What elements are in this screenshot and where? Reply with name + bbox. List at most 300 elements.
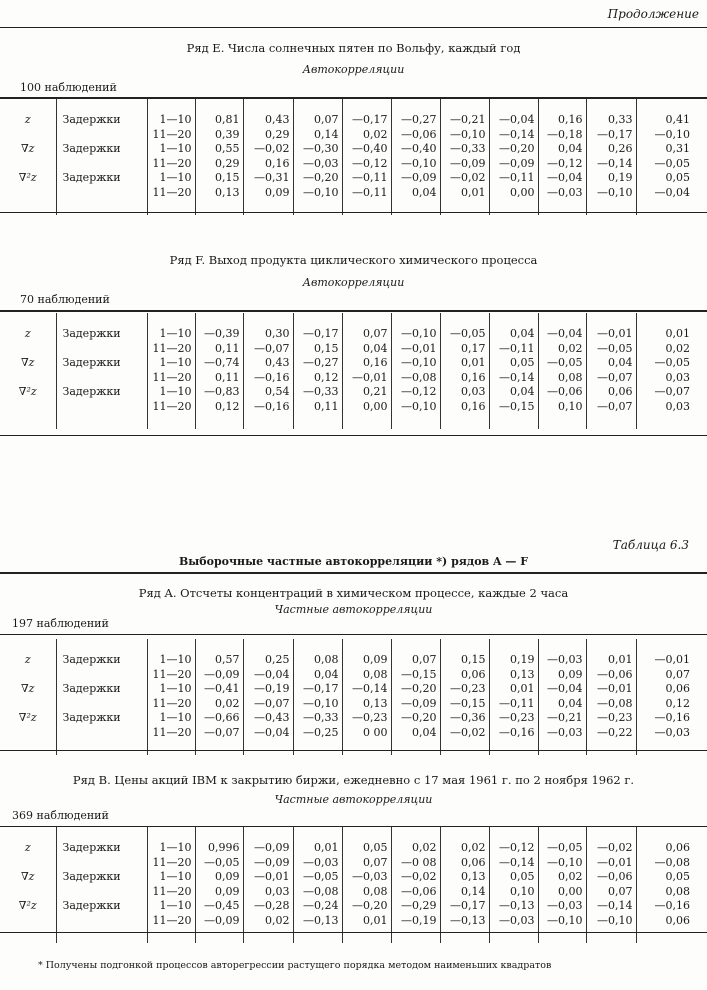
table-b-title: Ряд B. Цены акций IBM к закрытию биржи, ежедневно с 17 мая 1961 г. по 2 ноября 1962 г.: [72, 773, 635, 787]
spacer-cell: [195, 99, 243, 113]
row-label: Задержки: [56, 711, 147, 726]
value-cell: —0,20: [489, 142, 538, 157]
table-row: [0, 171, 707, 186]
table-a: [0, 639, 707, 755]
value-cell: —0,21: [538, 711, 586, 726]
table-e-title: Ряд E. Числа солнечных пятен по Вольфу, каждый год: [186, 41, 521, 55]
value-cell: —0,10: [391, 157, 440, 172]
empty-cell: [0, 856, 56, 871]
lag-range: 1—10: [147, 711, 195, 726]
value-cell: —0,20: [342, 899, 391, 914]
table-row: [0, 400, 707, 415]
spacer-cell: [342, 99, 391, 113]
observations-text: 100 наблюдений: [20, 81, 117, 94]
value-cell: 0,15: [195, 171, 243, 186]
table-row: [0, 870, 707, 885]
value-cell: —0,14: [489, 856, 538, 871]
value-cell: —0,04: [243, 668, 293, 683]
lag-range: 11—20: [147, 885, 195, 900]
spacer-cell: [195, 639, 243, 653]
value-cell: —0,10: [538, 914, 586, 929]
table-row: [0, 186, 707, 201]
value-cell: —0,16: [243, 371, 293, 386]
empty-cell: [0, 186, 56, 201]
table-b-observations: [12, 809, 109, 822]
value-cell: —0,66: [195, 711, 243, 726]
value-cell: —0,03: [538, 653, 586, 668]
empty-cell: [56, 668, 147, 683]
spacer-cell: [586, 929, 636, 943]
value-cell: 0,01: [342, 914, 391, 929]
spacer-cell: [342, 313, 391, 327]
value-cell: —0,02: [243, 142, 293, 157]
spacer-cell: [342, 639, 391, 653]
value-cell: —0,20: [293, 171, 342, 186]
empty-cell: [56, 186, 147, 201]
series-symbol: z: [24, 113, 31, 126]
value-cell: —0,41: [195, 682, 243, 697]
empty-cell: [56, 371, 147, 386]
value-cell: —0,01: [342, 371, 391, 386]
value-cell: —0,23: [489, 711, 538, 726]
lag-range: 1—10: [147, 653, 195, 668]
value-cell: —0,09: [195, 914, 243, 929]
spacer-cell: [293, 741, 342, 755]
spacer-cell: [538, 313, 586, 327]
spacer-cell: [293, 415, 342, 429]
value-cell: —0,13: [293, 914, 342, 929]
table-row: [0, 371, 707, 386]
value-cell: —0,06: [586, 870, 636, 885]
spacer-cell: [0, 741, 56, 755]
value-cell: 0,08: [342, 668, 391, 683]
value-cell: 0,43: [243, 356, 293, 371]
table-row: [0, 697, 707, 712]
value-cell: —0,07: [195, 726, 243, 741]
value-cell: 0,04: [342, 342, 391, 357]
value-cell: —0,17: [586, 128, 636, 143]
value-cell: —0,09: [391, 171, 440, 186]
value-cell: —0,07: [586, 400, 636, 415]
value-cell: 0,00: [489, 186, 538, 201]
value-cell: —0,01: [586, 327, 636, 342]
continuation-label: Продолжение: [607, 7, 699, 21]
value-cell: —0,11: [342, 186, 391, 201]
spacer-cell: [0, 827, 56, 841]
value-cell: 0,07: [586, 885, 636, 900]
value-cell: —0,39: [195, 327, 243, 342]
spacer-cell: [342, 929, 391, 943]
value-cell: —0,27: [391, 113, 440, 128]
value-cell: 0,29: [195, 157, 243, 172]
spacer-cell: [147, 741, 195, 755]
value-cell: —0,17: [342, 113, 391, 128]
table-b: [0, 827, 707, 943]
spacer-cell: [391, 929, 440, 943]
value-cell: 0,41: [636, 113, 707, 128]
divider: [0, 572, 707, 574]
value-cell: —0,08: [586, 697, 636, 712]
spacer-cell: [440, 741, 489, 755]
value-cell: 0,02: [195, 697, 243, 712]
spacer-cell: [489, 415, 538, 429]
value-cell: 0,01: [636, 327, 707, 342]
value-cell: 0,05: [636, 171, 707, 186]
spacer-cell: [636, 415, 707, 429]
value-cell: —0,45: [195, 899, 243, 914]
lag-range: 1—10: [147, 142, 195, 157]
spacer-cell: [147, 639, 195, 653]
spacer-cell: [243, 313, 293, 327]
value-cell: 0,12: [293, 371, 342, 386]
spacer-cell: [195, 415, 243, 429]
value-cell: —0,03: [293, 157, 342, 172]
table-a-observations: [12, 617, 109, 630]
spacer-cell: [586, 741, 636, 755]
spacer-cell: [636, 741, 707, 755]
spacer-cell: [195, 741, 243, 755]
value-cell: —0,03: [538, 899, 586, 914]
table-row: [0, 899, 707, 914]
value-cell: 0,02: [538, 870, 586, 885]
value-cell: —0,33: [440, 142, 489, 157]
row-label: Задержки: [56, 142, 147, 157]
empty-cell: [0, 128, 56, 143]
value-cell: —0,29: [391, 899, 440, 914]
value-cell: 0,39: [195, 128, 243, 143]
value-cell: —0,10: [440, 128, 489, 143]
lag-range: 11—20: [147, 400, 195, 415]
value-cell: —0,02: [586, 841, 636, 856]
observations-text: 197 наблюдений: [12, 617, 109, 630]
value-cell: —0,17: [293, 682, 342, 697]
spacer-cell: [538, 639, 586, 653]
value-cell: —0,31: [243, 171, 293, 186]
value-cell: —0,21: [440, 113, 489, 128]
value-cell: 0,12: [195, 400, 243, 415]
value-cell: 0,08: [293, 653, 342, 668]
lag-range: 1—10: [147, 841, 195, 856]
value-cell: 0,16: [440, 371, 489, 386]
spacer-cell: [56, 741, 147, 755]
lag-range: 1—10: [147, 113, 195, 128]
value-cell: —0,74: [195, 356, 243, 371]
value-cell: 0,02: [440, 841, 489, 856]
value-cell: 0,02: [342, 128, 391, 143]
divider: [0, 932, 707, 933]
value-cell: 0,07: [636, 668, 707, 683]
value-cell: —0,05: [586, 342, 636, 357]
value-cell: 0,01: [440, 186, 489, 201]
value-cell: 0,996: [195, 841, 243, 856]
value-cell: —0,06: [391, 128, 440, 143]
lag-range: 11—20: [147, 128, 195, 143]
divider: [0, 750, 707, 751]
spacer-cell: [147, 929, 195, 943]
value-cell: —0,09: [195, 668, 243, 683]
table-f-title: Ряд F. Выход продукта циклического химического процесса: [169, 253, 538, 267]
series-symbol: ∇z: [21, 356, 35, 370]
empty-cell: [0, 726, 56, 741]
value-cell: —0,05: [538, 841, 586, 856]
series-symbol: ∇²z: [18, 171, 37, 185]
value-cell: —0,19: [391, 914, 440, 929]
value-cell: —0,83: [195, 385, 243, 400]
value-cell: —0,03: [636, 726, 707, 741]
value-cell: 0,06: [586, 385, 636, 400]
spacer-cell: [195, 929, 243, 943]
value-cell: 0,02: [391, 841, 440, 856]
lag-range: 11—20: [147, 856, 195, 871]
value-cell: 0,57: [195, 653, 243, 668]
value-cell: —0,13: [489, 899, 538, 914]
value-cell: 0,54: [243, 385, 293, 400]
value-cell: 0,12: [636, 697, 707, 712]
value-cell: 0,15: [440, 653, 489, 668]
value-cell: —0,05: [636, 157, 707, 172]
value-cell: —0,40: [391, 142, 440, 157]
value-cell: —0,10: [636, 128, 707, 143]
row-label: Задержки: [56, 385, 147, 400]
spacer-cell: [586, 313, 636, 327]
spacer-cell: [243, 415, 293, 429]
value-cell: —0,03: [538, 726, 586, 741]
table-e-observations: [20, 81, 117, 94]
spacer-cell: [0, 929, 56, 943]
spacer-cell: [147, 827, 195, 841]
value-cell: —0,17: [293, 327, 342, 342]
value-cell: 0,06: [440, 668, 489, 683]
spacer-cell: [56, 99, 147, 113]
spacer-cell: [56, 415, 147, 429]
value-cell: —0,01: [636, 653, 707, 668]
lag-range: 1—10: [147, 356, 195, 371]
table-row: [0, 856, 707, 871]
divider: [0, 27, 707, 28]
value-cell: 0,29: [243, 128, 293, 143]
lag-range: 1—10: [147, 870, 195, 885]
value-cell: 0 00: [342, 726, 391, 741]
value-cell: 0,16: [342, 356, 391, 371]
table-row: [0, 841, 707, 856]
value-cell: —0,07: [636, 385, 707, 400]
table-row: [0, 327, 707, 342]
value-cell: —0,12: [342, 157, 391, 172]
value-cell: 0,10: [489, 885, 538, 900]
value-cell: 0,04: [391, 726, 440, 741]
value-cell: 0,07: [342, 327, 391, 342]
spacer-cell: [391, 639, 440, 653]
value-cell: 0,00: [342, 400, 391, 415]
table-row: [0, 157, 707, 172]
table-row: [0, 113, 707, 128]
spacer-cell: [0, 313, 56, 327]
value-cell: 0,14: [440, 885, 489, 900]
spacer-cell: [636, 313, 707, 327]
value-cell: —0,11: [489, 342, 538, 357]
empty-cell: [0, 371, 56, 386]
value-cell: 0,09: [342, 653, 391, 668]
value-cell: 0,43: [243, 113, 293, 128]
spacer-cell: [293, 313, 342, 327]
value-cell: —0,10: [391, 400, 440, 415]
value-cell: 0,11: [195, 371, 243, 386]
value-cell: 0,30: [243, 327, 293, 342]
spacer-cell: [440, 99, 489, 113]
empty-cell: [0, 914, 56, 929]
spacer-cell: [391, 741, 440, 755]
value-cell: —0,05: [440, 327, 489, 342]
table-row: [0, 682, 707, 697]
spacer-cell: [538, 929, 586, 943]
footnote: * Получены подгонкой процессов авторегрессии растущего порядка методом наименьших квадратов: [38, 960, 552, 971]
table-row: [0, 142, 707, 157]
value-cell: 0,05: [489, 356, 538, 371]
value-cell: 0,00: [538, 885, 586, 900]
divider: [0, 634, 707, 635]
value-cell: 0,13: [342, 697, 391, 712]
spacer-cell: [538, 827, 586, 841]
series-symbol: z: [24, 653, 31, 666]
spacer-cell: [0, 415, 56, 429]
lag-range: 11—20: [147, 914, 195, 929]
value-cell: —0,10: [538, 856, 586, 871]
value-cell: 0,04: [489, 327, 538, 342]
spacer-cell: [538, 741, 586, 755]
value-cell: 0,19: [489, 653, 538, 668]
value-cell: —0,16: [636, 899, 707, 914]
lag-range: 1—10: [147, 899, 195, 914]
table-row: [0, 668, 707, 683]
spacer-cell: [147, 99, 195, 113]
value-cell: —0,20: [391, 682, 440, 697]
value-cell: 0,03: [636, 371, 707, 386]
lag-range: 1—10: [147, 385, 195, 400]
value-cell: 0,09: [195, 870, 243, 885]
value-cell: —0,23: [342, 711, 391, 726]
value-cell: 0,04: [538, 697, 586, 712]
series-symbol: ∇²z: [18, 711, 37, 725]
value-cell: —0,23: [586, 711, 636, 726]
observations-text: 70 наблюдений: [20, 293, 110, 306]
spacer-cell: [538, 99, 586, 113]
value-cell: 0,16: [243, 157, 293, 172]
table-63-title: Выборочные частные автокорреляции *) рядов A — F: [178, 555, 529, 568]
value-cell: —0,17: [440, 899, 489, 914]
divider: [0, 212, 707, 213]
value-cell: —0,22: [586, 726, 636, 741]
table-row: [0, 342, 707, 357]
spacer-cell: [489, 639, 538, 653]
value-cell: 0,08: [538, 371, 586, 386]
value-cell: —0,13: [440, 914, 489, 929]
value-cell: —0,30: [293, 142, 342, 157]
value-cell: 0,81: [195, 113, 243, 128]
value-cell: 0,13: [489, 668, 538, 683]
spacer-cell: [586, 99, 636, 113]
series-symbol: ∇²z: [18, 899, 37, 913]
value-cell: 0,55: [195, 142, 243, 157]
lag-range: 11—20: [147, 668, 195, 683]
table-row: [0, 914, 707, 929]
value-cell: —0,14: [489, 371, 538, 386]
value-cell: 0,07: [293, 113, 342, 128]
value-cell: —0,10: [586, 186, 636, 201]
lag-range: 11—20: [147, 342, 195, 357]
value-cell: —0,03: [293, 856, 342, 871]
empty-cell: [56, 856, 147, 871]
spacer-cell: [243, 741, 293, 755]
spacer-cell: [440, 827, 489, 841]
spacer-cell: [293, 929, 342, 943]
spacer-cell: [293, 99, 342, 113]
spacer-cell: [342, 741, 391, 755]
spacer-cell: [391, 313, 440, 327]
row-label: Задержки: [56, 682, 147, 697]
spacer-cell: [586, 639, 636, 653]
value-cell: —0,27: [293, 356, 342, 371]
value-cell: 0,01: [586, 653, 636, 668]
spacer-cell: [243, 639, 293, 653]
value-cell: —0,16: [243, 400, 293, 415]
spacer-cell: [293, 639, 342, 653]
table-row: [0, 653, 707, 668]
value-cell: —0,06: [538, 385, 586, 400]
value-cell: —0,02: [440, 171, 489, 186]
lag-range: 11—20: [147, 697, 195, 712]
empty-cell: [0, 885, 56, 900]
series-symbol: ∇²z: [18, 385, 37, 399]
spacer-cell: [391, 415, 440, 429]
empty-cell: [56, 342, 147, 357]
row-label: Задержки: [56, 113, 147, 128]
table-f: [0, 313, 707, 429]
spacer-cell: [489, 827, 538, 841]
empty-cell: [56, 885, 147, 900]
value-cell: —0,10: [293, 186, 342, 201]
value-cell: 0,04: [538, 142, 586, 157]
spacer-cell: [489, 99, 538, 113]
value-cell: 0,02: [243, 914, 293, 929]
empty-cell: [0, 342, 56, 357]
spacer-cell: [342, 827, 391, 841]
series-symbol: z: [24, 841, 31, 854]
value-cell: —0,33: [293, 711, 342, 726]
value-cell: —0,12: [391, 385, 440, 400]
value-cell: —0,04: [243, 726, 293, 741]
empty-cell: [56, 697, 147, 712]
spacer-cell: [489, 929, 538, 943]
value-cell: —0,24: [293, 899, 342, 914]
value-cell: 0,07: [391, 653, 440, 668]
lag-range: 11—20: [147, 157, 195, 172]
value-cell: 0,01: [489, 682, 538, 697]
table-row: [0, 385, 707, 400]
spacer-cell: [636, 929, 707, 943]
value-cell: —0,03: [489, 914, 538, 929]
row-label: Задержки: [56, 841, 147, 856]
spacer-cell: [147, 313, 195, 327]
spacer-cell: [243, 99, 293, 113]
value-cell: 0,01: [440, 356, 489, 371]
empty-cell: [0, 668, 56, 683]
value-cell: —0,09: [243, 856, 293, 871]
lag-range: 1—10: [147, 327, 195, 342]
value-cell: —0,09: [440, 157, 489, 172]
value-cell: 0,13: [440, 870, 489, 885]
value-cell: 0,14: [293, 128, 342, 143]
value-cell: —0 08: [391, 856, 440, 871]
